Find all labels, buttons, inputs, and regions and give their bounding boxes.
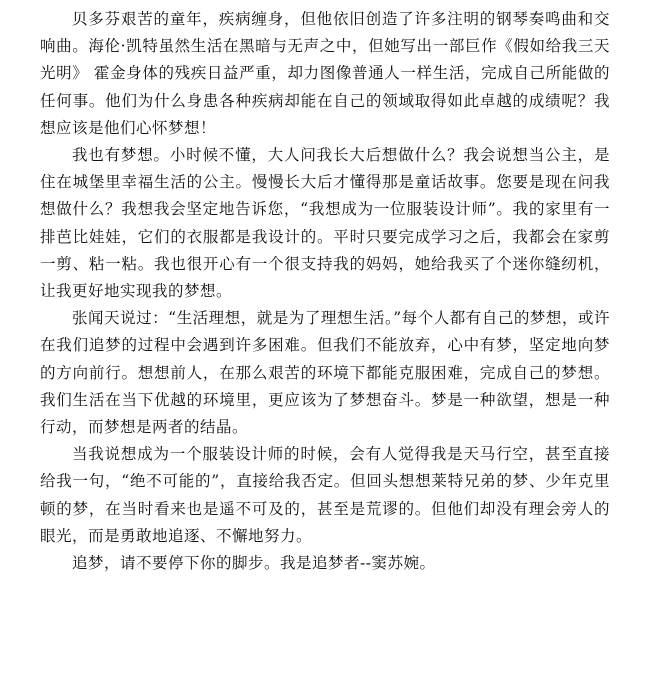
essay-body [40,6,610,577]
paragraph-2: 我也有梦想。小时候不懂，大人问我长大后想做什么？我会说想当公主，是住在城堡里幸福生活的公主。慢慢长大后才懂得那是童话故事。您要是现在问我想做什么？我想我会坚定地告诉您，“我想成为一位服装设计师”。我的家里有一排芭比娃娃，它们的衣服都是我设计的。平时只要完成学习之后，我都会在家剪一剪、粘一粘。我也很开心有一个很支持我的妈妈，她给我买了个迷你缝纫机，让我更好地实现我的梦想。 [40,146,610,301]
paragraph-5: 追梦，请不要停下你的脚步。我是追梦者--窦苏婉。 [72,554,436,573]
paragraph-1: 贝多芬艰苦的童年，疾病缠身，但他依旧创造了许多注明的钢琴奏鸣曲和交响曲。海伦·凯特虽然生活在黑暗与无声之中，但她写出一部巨作《假如给我三天光明》 霍金身体的残疾日益严重，却力图像普通人一样生活，完成自己所能做的任何事。他们为什么身患各种疾病却能在自己的领域取得如此卓越的成绩呢？我想应该是他们心怀梦想！ [40,10,610,137]
paragraph-3: 张闻天说过：“生活理想，就是为了理想生活。”每个人都有自己的梦想，或许在我们追梦的过程中会遇到许多困难。但我们不能放弃，心中有梦，坚定地向梦的方向前行。想想前人，在那么艰苦的环境下都能克服困难，完成自己的梦想。我们生活在当下优越的环境里，更应该为了梦想奋斗。梦是一种欲望，想是一种行动，而梦想是两者的结晶。 [40,309,610,437]
paragraph-4: 当我说想成为一个服装设计师的时候，会有人觉得我是天马行空，甚至直接给我一句，“绝不可能的”，直接给我否定。但回头想想莱特兄弟的梦、少年克里顿的梦，在当时看来也是遥不可及的，甚至是荒谬的。但他们却没有理会旁人的眼光，而是勇敢地追逐、不懈地努力。 [40,445,610,545]
